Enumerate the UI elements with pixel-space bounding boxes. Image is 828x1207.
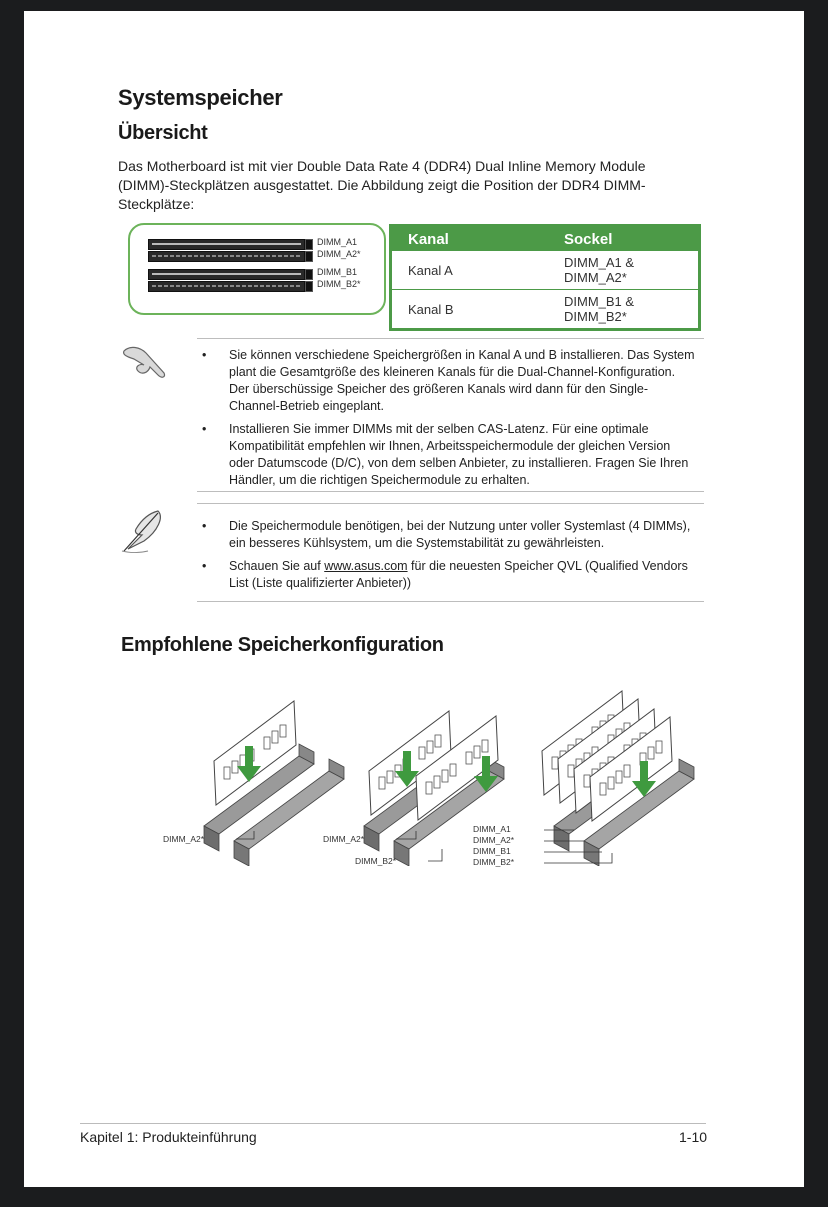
asus-website-link[interactable]: www.asus.com <box>324 559 408 573</box>
intro-paragraph: Das Motherboard ist mit vier Double Data Rate 4 (DDR4) Dual Inline Memory Module (DIMM)-Steckplätzen ausgestattet. Die Abbildung zeigt die Position der DDR4 DIMM-Steckplätze: <box>118 158 646 212</box>
table-row <box>391 290 700 330</box>
dimm-slot-diagram <box>128 223 386 315</box>
note-item: • Schauen Sie auf www.asus.com für die neuesten Speicher QVL (Qualified Vendors List (Liste qualifizierter Anbieter)) <box>202 559 688 590</box>
config-label: DIMM_B1 <box>473 846 511 856</box>
info-note <box>197 518 697 598</box>
divider <box>197 338 704 339</box>
config-four-modules <box>542 691 694 866</box>
note-item: • Installieren Sie immer DIMMs mit der selben CAS-Latenz. Für eine optimale Kompatibilität empfehlen wir Ihnen, Arbeitsspeichermodule der gleichen Version oder Datumscode (D/C), von dem selben Anbieter, zu installieren. Fragen Sie Ihren Händler, um die richtigen Speichermodule zu erhalten. <box>202 422 689 487</box>
slot-label: DIMM_B1 <box>317 267 358 277</box>
dimm-slot-b2 <box>148 281 305 292</box>
table-cell: Kanal B <box>391 290 549 330</box>
caution-note <box>197 347 697 495</box>
config-label: DIMM_B2* <box>473 857 515 867</box>
footer-chapter: Kapitel 1: Produkteinführung <box>80 1129 257 1145</box>
table-cell: Kanal A <box>391 251 549 290</box>
table-cell: DIMM_B1 & DIMM_B2* <box>548 290 700 330</box>
table-row <box>391 251 700 290</box>
dimm-slot-a2 <box>148 251 305 262</box>
config-label: DIMM_A2* <box>473 835 515 845</box>
section-title-overview: Übersicht <box>118 122 208 144</box>
config-label: DIMM_A2* <box>323 834 365 844</box>
channel-table <box>389 224 701 331</box>
hand-pointer-icon <box>120 343 172 383</box>
note-text: für die neuesten Speicher QVL (Qualified Vendors List (Liste qualifizierter Anbieter)) <box>229 559 688 590</box>
slot-label: DIMM_A1 <box>317 237 358 247</box>
note-text: Sie können verschiedene Speichergrößen in Kanal A und B installieren. Das System plant die Gesamtgröße des kleineren Kanals für die Dual-Channel-Konfiguration. Der überschüssige Speicher des größeren Kanals wird dann für den Single-Channel-Betrieb eingeplant. <box>229 348 695 413</box>
column-header: Sockel <box>548 226 700 251</box>
table-cell: DIMM_A1 & DIMM_A2* <box>548 251 700 290</box>
divider <box>197 503 704 504</box>
dimm-slot-b1 <box>148 269 305 280</box>
column-header: Kanal <box>391 226 549 251</box>
note-item: • Sie können verschiedene Speichergrößen in Kanal A und B installieren. Das System plant die Gesamtgröße des kleineren Kanals für die Dual-Channel-Konfiguration. Der überschüssige Speicher des größeren Kanals wird dann für den Single-Channel-Betrieb eingeplant. <box>202 348 695 413</box>
page-title: Systemspeicher <box>118 85 283 110</box>
section-title-recommended-config: Empfohlene Speicherkonfiguration <box>121 634 444 656</box>
slot-label: DIMM_B2* <box>317 279 361 289</box>
config-label: DIMM_A2* <box>163 834 205 844</box>
note-text: Schauen Sie auf <box>229 559 325 573</box>
divider <box>197 491 704 492</box>
note-text: Installieren Sie immer DIMMs mit der selben CAS-Latenz. Für eine optimale Kompatibilität empfehlen wir Ihnen, Arbeitsspeichermodule der gleichen Version oder Datumscode (D/C), von dem selben Anbieter, zu installieren. Fragen Sie Ihren Händler, um die richtigen Speichermodule zu erhalten. <box>229 422 689 487</box>
config-label: DIMM_B2* <box>355 856 397 866</box>
note-text: Die Speichermodule benötigen, bei der Nutzung unter voller Systemlast (4 DIMMs), ein besseres Kühlsystem, um die Systemstabilität zu gewährleisten. <box>229 519 691 550</box>
note-item: • Die Speichermodule benötigen, bei der Nutzung unter voller Systemlast (4 DIMMs), ein besseres Kühlsystem, um die Systemstabilität zu gewährleisten. <box>202 519 691 550</box>
slot-label: DIMM_A2* <box>317 249 361 259</box>
footer-divider <box>80 1123 706 1124</box>
footer-page-number: 1-10 <box>679 1129 708 1145</box>
memory-config-illustration <box>154 681 714 866</box>
document-page <box>24 11 804 1187</box>
feather-quill-icon <box>118 507 168 555</box>
config-label: DIMM_A1 <box>473 824 511 834</box>
divider <box>197 601 704 602</box>
dimm-slot-a1 <box>148 239 305 250</box>
